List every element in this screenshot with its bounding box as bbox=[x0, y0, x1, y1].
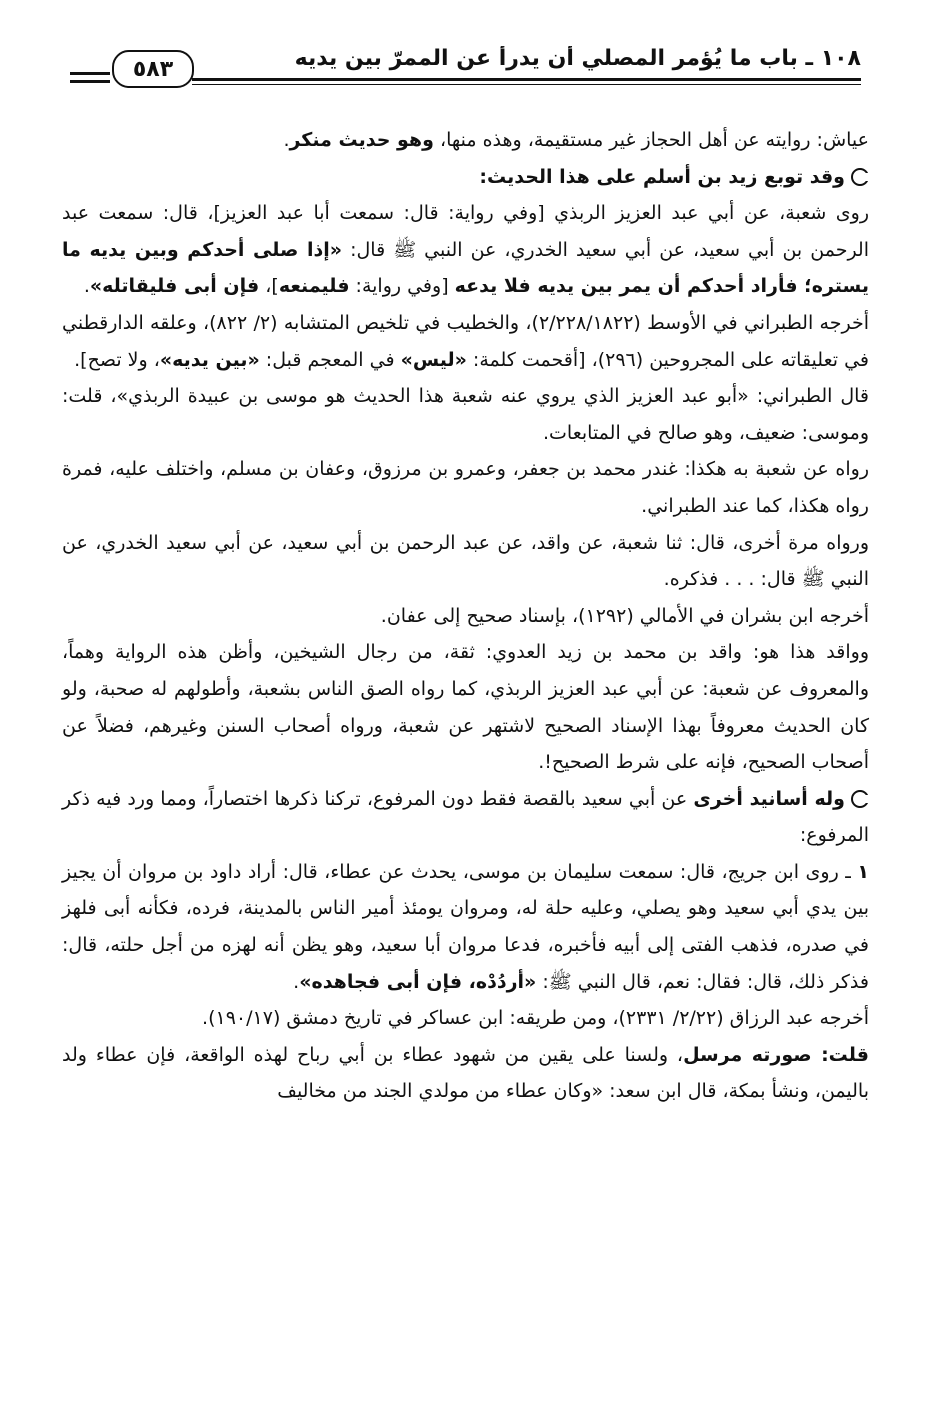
header-rule-thin bbox=[192, 84, 861, 85]
page-number: ٥٨٣ bbox=[112, 50, 194, 88]
paragraph bbox=[62, 122, 869, 159]
text-run: في المعجم قبل: bbox=[259, 348, 401, 371]
section-bullet-icon bbox=[851, 168, 869, 186]
bold-text: وهو حديث منكر bbox=[289, 129, 434, 151]
section-bullet-icon bbox=[851, 790, 869, 808]
header-ornament-line bbox=[70, 72, 110, 75]
bold-text: وقد توبع زيد بن أسلم على هذا الحديث: bbox=[479, 165, 845, 188]
paragraph bbox=[62, 781, 869, 854]
text-run: وواقد هذا هو: واقد بن محمد بن زيد العدوي: ثقة، من رجال الشيخين، وأظن هذه الرواية وهماً، والمعروف عن شعبة: عن أبي عبد العزيز الربذي، كما رواه الصق الناس بشعبة، وأطولهم له صحبة، ولو كان الحديث معروفاً بهذا الإسناد الصحيح لاشتهر عن شعبة، ورواه أصحاب السنن وغيرهم، فضلاً عن أصحاب الصحيح، فإنه على شرط الصحيح!. bbox=[62, 641, 869, 774]
text-run: ورواه مرة أخرى، قال: ثنا شعبة، عن واقد، عن عبد الرحمن بن أبي سعيد، عن أبي سعيد الخدري، عن النبي ﷺ قال: . . . فذكره. bbox=[62, 531, 869, 591]
text-run: رواه عن شعبة به هكذا: غندر محمد بن جعفر، وعمرو بن مرزوق، وعفان بن مسلم، واختلف عليه، فمرة رواه هكذا، كما عند الطبراني. bbox=[62, 458, 869, 517]
bold-text: فإن أبى فليقاتله» bbox=[89, 275, 260, 298]
bold-text: فليمنعه bbox=[278, 275, 350, 298]
text-run: عن أبي سعيد بالقصة فقط دون المرفوع، تركنا ذكرها اختصاراً، ومما ورد فيه ذكر المرفوع: bbox=[62, 787, 869, 847]
paragraph bbox=[62, 854, 869, 1000]
text-run: ، ولا تصح]. bbox=[74, 348, 160, 371]
running-title: ١٠٨ ـ باب ما يُؤمر المصلي أن يدرأ عن الممرّ بين يديه bbox=[294, 46, 861, 71]
text-run: قال الطبراني: «أبو عبد العزيز الذي يروي عنه شعبة هذا الحديث هو موسى بن عبيدة الربذي»، قلت: وموسى: ضعيف، وهو صالح في المتابعات. bbox=[62, 385, 869, 444]
text-run: ]، bbox=[259, 275, 279, 298]
bold-text: ١ bbox=[857, 860, 869, 883]
header-ornament-line bbox=[70, 80, 110, 83]
text-run: أخرجه ابن بشران في الأمالي (١٢٩٢)، بإسناد صحيح إلى عفان. bbox=[380, 604, 869, 627]
text-run: روى شعبة، عن أبي عبد العزيز الربذي [وفي رواية: قال: سمعت أبا عبد العزيز]، قال: سمعت عبد الرحمن بن أبي سعيد، عن أبي سعيد الخدري، عن النبي ﷺ قال: bbox=[62, 202, 869, 261]
paragraph bbox=[62, 195, 869, 305]
body-text bbox=[62, 122, 869, 1110]
text-run: . bbox=[293, 970, 300, 993]
paragraph bbox=[62, 451, 869, 524]
paragraph bbox=[62, 525, 869, 598]
text-run: [وفي رواية: bbox=[349, 275, 455, 298]
text-run: ـ روى ابن جريج، قال: سمعت سليمان بن موسى، يحدث عن عطاء، قال: أراد داود بن مروان أن يجيز بين يدي أبي سعيد وهو يصلي، وعليه حلة له، ومروان يومئذ أمير الناس بالمدينة، فرده، فكأنه أبى فلهز في صدره، فذهب الفتى إلى أبيه فأخبره، فدعا مروان أبا سعيد، وهو يظن أنه لهزه من أجل حلته، قال: فذكر ذلك، قال: فقال: نعم، قال النبي ﷺ: bbox=[62, 860, 869, 993]
paragraph bbox=[62, 598, 869, 635]
bold-text: «ليس» bbox=[400, 348, 467, 371]
text-run: أخرجه عبد الرزاق (٢/٢٢/ ٢٣٣١)، ومن طريقه: ابن عساكر في تاريخ دمشق (١٩٠/١٧). bbox=[202, 1007, 869, 1030]
header-rule bbox=[192, 78, 861, 81]
text-run: . bbox=[83, 275, 90, 298]
text-run: . bbox=[283, 129, 290, 151]
text-run: ، ولسنا على يقين من شهود عطاء بن أبي رباح لهذه الواقعة، فإن عطاء ولد باليمن، ونشأ بمكة، قال ابن سعد: «وكان عطاء من مولدي الجند من مخاليف bbox=[62, 1043, 869, 1103]
text-run: عياش: روايته عن أهل الحجاز غير مستقيمة، وهذه منها، bbox=[433, 129, 869, 151]
paragraph bbox=[62, 1037, 869, 1110]
bold-text: قلت: صورته مرسل bbox=[683, 1043, 869, 1066]
paragraph bbox=[62, 305, 869, 378]
text-run: أخرجه الطبراني في الأوسط (٢/٢٢٨/١٨٢٢)، والخطيب في تلخيص المتشابه (٢/ ٨٢٢)، وعلقه الدارقطني في تعليقاته على المجروحين (٢٩٦)، [أقحمت كلمة: bbox=[62, 311, 869, 371]
bold-text: «أردُدْه، فإن أبى فجاهده» bbox=[299, 970, 537, 993]
bold-text: «بين يديه» bbox=[159, 348, 260, 371]
bold-text: «إذا صلى أحدكم وبين يديه ما يستره؛ فأراد أحدكم أن يمر بين يديه فلا يدعه bbox=[62, 238, 869, 298]
paragraph bbox=[62, 378, 869, 451]
paragraph bbox=[62, 159, 869, 196]
paragraph bbox=[62, 634, 869, 780]
paragraph bbox=[62, 1000, 869, 1037]
bold-text: وله أسانيد أخرى bbox=[693, 787, 845, 810]
